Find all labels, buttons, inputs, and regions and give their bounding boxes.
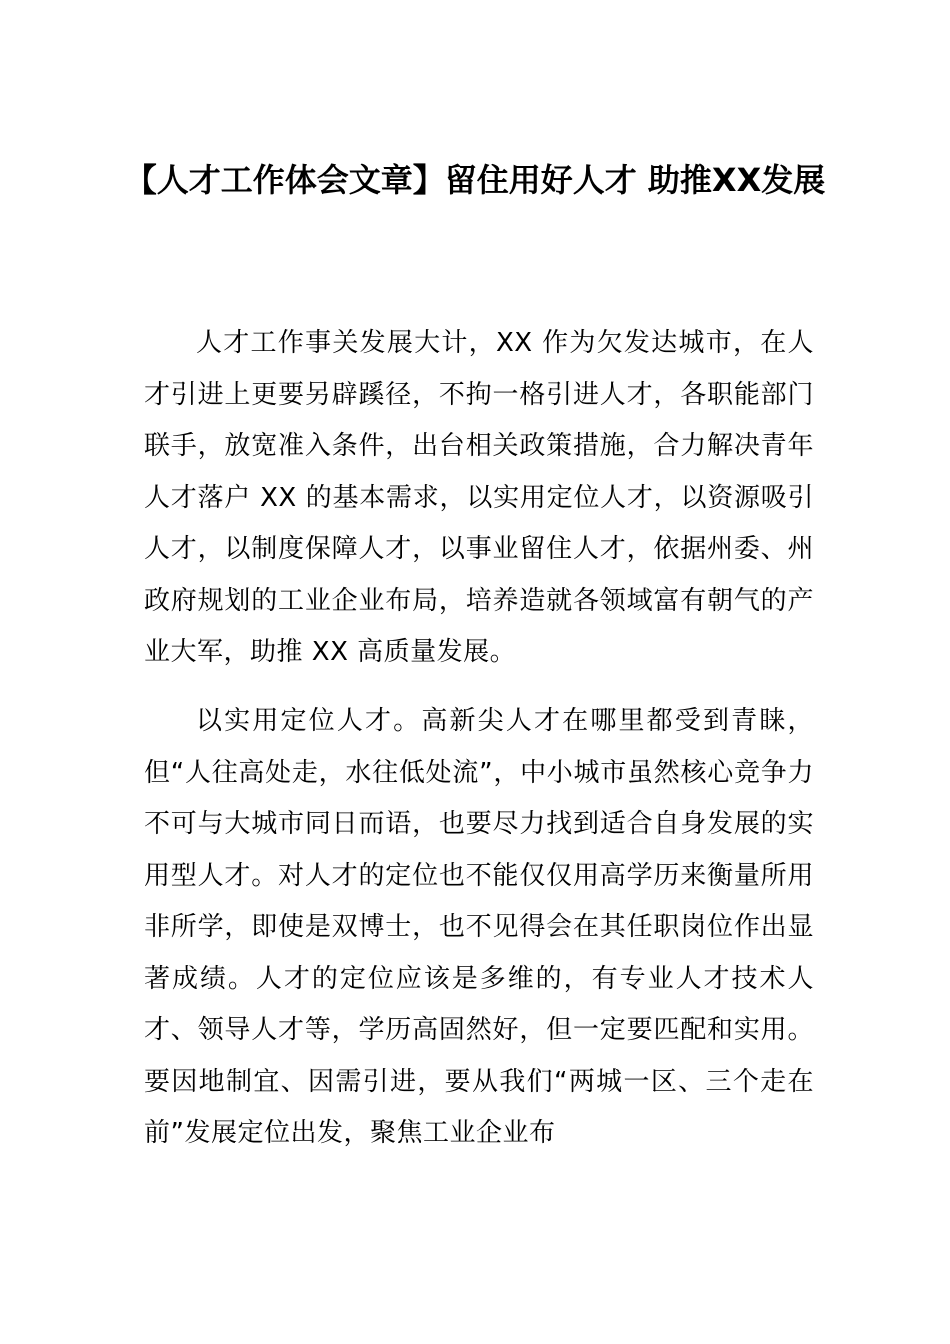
paragraph-practical-positioning: 以实用定位人才。高新尖人才在哪里都受到青睐，但“人往高处走，水往低处流”，中小城市虽然核心竞争力不可与大城市同日而语，也要尽力找到适合自身发展的实用型人才。对人才的定位也不能仅仅用高学历来衡量所用非所学，即使是双博士，也不见得会在其任职岗位作出显著成绩。人才的定位应该是多维的，有专业人才技术人才、领导人才等，学历高固然好，但一定要匹配和实用。要因地制宜、因需引进，要从我们“两城一区、三个走在前”发展定位出发，聚焦工业企业布 [144, 706, 814, 1148]
paragraph-intro: 人才工作事关发展大计，XX 作为欠发达城市，在人才引进上更要另辟蹊径，不拘一格引进人才，各职能部门联手，放宽准入条件，出台相关政策措施，合力解决青年人才落户 XX 的基本需求，以实用定位人才，以资源吸引人才，以制度保障人才，以事业留住人才，依据州委、州政府规划的工业企业布局，培养造就各领域富有朝气的产业大军，助推 XX 高质量发展。 [144, 328, 814, 667]
document-title: 【人才工作体会文章】留住用好人才 助推XX发展 [124, 161, 826, 199]
